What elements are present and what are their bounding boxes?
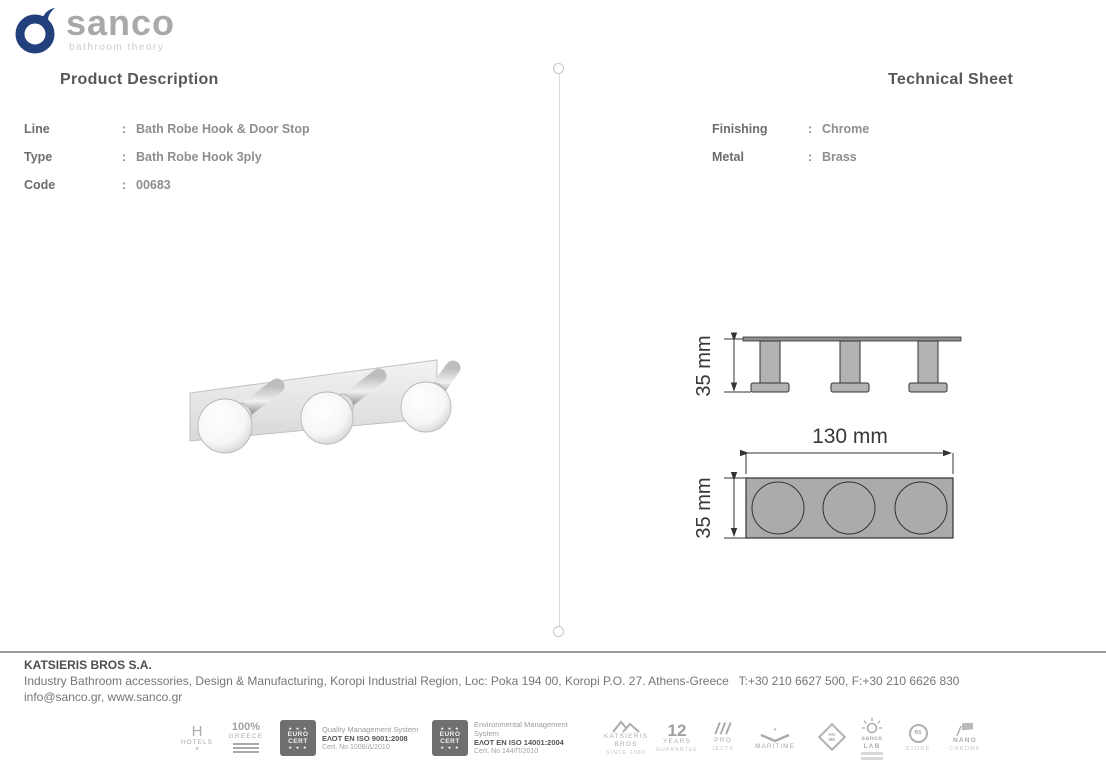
dimension-front-width: 130 mm xyxy=(812,425,888,448)
technical-drawing xyxy=(688,313,973,563)
divider-top-dot xyxy=(553,63,564,74)
eurocert-stars: ★ ★ ★ xyxy=(440,726,460,731)
flag-icon xyxy=(956,723,974,737)
lab-smalltext-bar xyxy=(861,757,883,760)
lab-line1: sanco xyxy=(861,734,883,742)
brand-logo xyxy=(12,2,175,56)
field-code-label: Code xyxy=(24,178,56,192)
seagull-icon xyxy=(759,733,791,743)
badge-maritime xyxy=(748,706,802,770)
field-finishing xyxy=(712,121,869,137)
greek-flag-icon xyxy=(233,743,259,754)
footer-company-name: KATSIERIS BROS S.A. xyxy=(24,658,152,672)
iso-14001-text xyxy=(474,720,592,756)
field-metal-label: Metal xyxy=(712,150,744,164)
iso-14001-system: Environmental Management System xyxy=(474,720,568,738)
divider-bottom-dot xyxy=(553,626,564,637)
eurocert-stars: ★ ★ ★ xyxy=(288,726,308,731)
katsieris-line2: BROS xyxy=(614,741,638,748)
lightbulb-icon xyxy=(861,717,883,735)
iso-14001-standard: ΕΛΟΤ EN ISO 14001:2004 xyxy=(474,738,564,747)
field-type-label: Type xyxy=(24,150,53,164)
badge-made-in-greece xyxy=(222,706,270,770)
badge-hotels xyxy=(175,706,219,770)
field-line-value: Bath Robe Hook & Door Stop xyxy=(136,122,310,136)
field-separator: : xyxy=(808,150,813,164)
store-circle-icon xyxy=(909,724,928,743)
field-code-value: 00683 xyxy=(136,178,171,192)
eurocert-icon xyxy=(432,720,468,756)
home-line2: ME xyxy=(828,735,836,741)
field-finishing-label: Finishing xyxy=(712,122,768,136)
field-code xyxy=(24,177,310,193)
home-text xyxy=(829,732,836,741)
dimension-front-height: 35 mm xyxy=(693,477,715,539)
eurocert-word: CERT xyxy=(288,738,308,745)
projects-line1: PRO xyxy=(714,737,732,744)
greece-label: GREECE xyxy=(228,733,264,740)
hotels-label: HOTELS xyxy=(180,739,213,746)
slashes-icon: /// xyxy=(714,721,732,738)
field-type xyxy=(24,149,310,165)
eurocert-icon xyxy=(280,720,316,756)
eurocert-stars: ★ ★ ★ xyxy=(440,745,460,750)
field-separator: : xyxy=(808,122,813,136)
badge-sanco-lab xyxy=(850,706,894,770)
brand-tagline: bathroom theory xyxy=(69,42,165,53)
brand-text xyxy=(66,2,175,53)
field-metal-value: Brass xyxy=(822,150,857,164)
footer-contact: info@sanco.gr, www.sanco.gr xyxy=(24,690,183,704)
greece-percent: 100% xyxy=(231,721,261,733)
badge-nano-chrome xyxy=(940,706,990,770)
lab-line2: LAB xyxy=(863,742,881,750)
badge-projects xyxy=(702,706,744,770)
katsieris-line1: KATSIERIS xyxy=(603,733,649,740)
projects-line2: JECTS xyxy=(712,746,734,752)
eurocert-word: EURO xyxy=(439,731,461,738)
badge-katsieris-bros xyxy=(598,706,654,770)
katsieris-line3: SINCE 1980 xyxy=(606,750,646,756)
nano-line2: CHROME xyxy=(949,746,981,752)
years-number: 12 xyxy=(667,720,687,740)
store-icon-text: BS xyxy=(914,730,922,736)
product-photo xyxy=(165,352,475,475)
lab-smalltext-bar xyxy=(861,752,883,755)
field-line-label: Line xyxy=(24,122,50,136)
maritime-star-icon: ★ xyxy=(772,726,778,733)
mountains-icon xyxy=(611,719,641,733)
hotels-icon: H xyxy=(191,723,203,740)
badge-12-years-guarantee xyxy=(656,706,698,770)
iso-9001-cert-no: Cert. No 1008/Δ/2010 xyxy=(322,743,390,751)
badge-store xyxy=(898,706,938,770)
eurocert-word: EURO xyxy=(287,731,309,738)
years-label: YEARS xyxy=(662,737,692,745)
badge-home xyxy=(812,706,852,770)
guarantee-label: GUARANTEE xyxy=(656,746,698,753)
field-metal xyxy=(712,149,869,165)
field-finishing-value: Chrome xyxy=(822,122,870,136)
diamond-icon xyxy=(818,722,846,750)
product-fields xyxy=(24,121,310,205)
store-label: STORE xyxy=(905,745,931,752)
center-divider-line xyxy=(559,69,560,631)
field-separator: : xyxy=(122,122,127,136)
field-line xyxy=(24,121,310,137)
iso-14001-cert-no: Cert. No 144/Π/2010 xyxy=(474,748,539,755)
eurocert-stars: ★ ★ ★ xyxy=(288,745,308,750)
iso-9001-text xyxy=(322,725,418,752)
badge-iso-9001 xyxy=(280,706,430,770)
footer-address: Industry Bathroom accessories, Design & Manufacturing, Koropi Industrial Region, Loc: Poka 194 00, Koropi P.O. 27. Athens-Greece T:+30 210 6627 500, F:+30 210 6626 830 xyxy=(24,674,960,688)
iso-9001-system: Quality Management System xyxy=(322,724,419,734)
field-type-value: Bath Robe Hook 3ply xyxy=(136,150,262,164)
field-separator: : xyxy=(122,150,127,164)
iso-9001-standard: ΕΛΟΤ EN ISO 9001:2008 xyxy=(322,733,408,743)
footer-divider-line xyxy=(0,651,1106,653)
maritime-label: MARITIME xyxy=(755,742,795,750)
hotels-star-icon: ★ xyxy=(194,746,200,752)
eurocert-word: CERT xyxy=(440,738,460,745)
brand-name: sanco xyxy=(66,2,176,43)
technical-fields xyxy=(712,121,869,177)
home-line1: HO xyxy=(828,731,836,736)
product-description-title: Product Description xyxy=(60,71,219,88)
sanco-drop-icon xyxy=(12,2,58,56)
badge-iso-14001 xyxy=(432,706,592,770)
field-separator: : xyxy=(122,178,127,192)
nano-line1: NANO xyxy=(953,737,977,744)
dimension-side-height: 35 mm xyxy=(693,335,715,397)
certification-badge-strip xyxy=(168,706,1028,770)
technical-sheet-title: Technical Sheet xyxy=(888,71,1014,88)
